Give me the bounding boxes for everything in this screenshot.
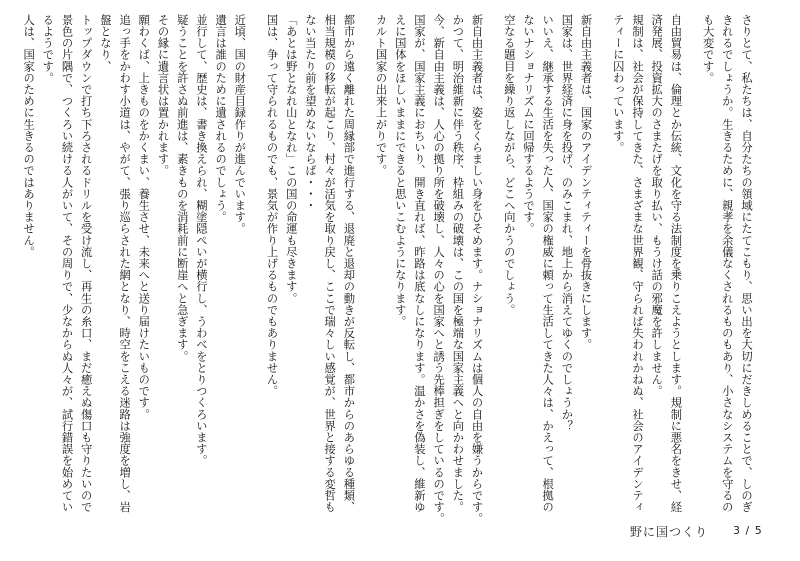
text-line: かつて、明治維新に伴う秩序、枠組みの破壊は、この国を極端な国家主義へと向かわせました。 <box>451 14 465 513</box>
text-line: 追っ手をかわす小道は、やがて、張り巡らされた網となり、時空をこえる迷路は強度を増し、岩 <box>118 14 132 513</box>
text-line: 人は、国家のために生きるのではありません。 <box>22 14 36 258</box>
text-line: 並行して、歴史は、書き換えられ、糊塗隠ぺいが横行し、うわべをとりつくろいます。 <box>194 14 208 467</box>
text-line: 都市から遠く離れた周縁部で進行する、退廃と退却の動きが反転し、都市からのあらゆる種類、 <box>342 14 356 513</box>
paragraph-gap <box>487 14 500 15</box>
page-number: 3 / 5 <box>733 524 763 537</box>
text-line: カルト国家の出来上がりです。 <box>374 14 388 177</box>
text-line: トップダウンで打ち下ろされるドリルを受け流し、再生の糸口、まだ癒えぬ傷口も守りたいので <box>79 14 93 513</box>
paragraph-gap <box>249 14 262 15</box>
text-line: 今、新自由主義は、人心の拠り所を破壊し、人々の心を国家へと誘う先棒担ぎをしているのです。 <box>432 14 446 525</box>
text-line: ないナショナリズムに回帰するようです。 <box>521 14 535 235</box>
text-line: 近頃、国の財産目録作りが進んでいます。 <box>233 14 247 235</box>
text-line: 新自由主義者は、姿をくらましい身をひそめます。ナショナリズムは個人の自由を嫌うからです。 <box>470 14 484 525</box>
text-line: その縁に遺言状は置かれます。 <box>156 14 170 177</box>
text-line: 規制は、社会が保持してきた、さまざまな世界観、守られば失われかねぬ、社会のアイデンティ <box>630 14 644 513</box>
text-line: 願わくば、上きものをかくまい、養生させ、未来へと送り届けたいものです。 <box>137 14 151 420</box>
text-line: 済発展、投資拡大のさまたげを取り払い、もうけ話の邪魔を許しません。 <box>650 14 664 397</box>
text-line: 新自由主義者は、国家のアイデンティティーを骨抜きにします。 <box>579 14 593 351</box>
text-line: 自由貿易は、倫理とか伝統、文化を守る法制度を乗りこえようとします。規制に悪名をきせ、経 <box>669 14 683 513</box>
paragraph-gap <box>685 14 698 15</box>
text-line: 「あとは野となれ山となれ」この国の命運も尽きます。 <box>284 14 298 304</box>
vertical-text-body <box>19 14 756 525</box>
text-line: 疑うことを許さぬ前進は、素きものを消耗前に断崖へと急ぎます。 <box>175 14 189 362</box>
text-line: さりとて、私たちは、自分たちの領域にたてこもり、思い出を大切にだきしめることで、しのぎ <box>740 14 753 513</box>
text-line: いいえ、継承する生活を失った人、国家の権威に頼って生活してきた人々は、かえって、根拠の <box>541 14 555 513</box>
text-line: きれるでしょうか。生きるために、親孝を余儀なくされるものもあり、小さなシステムを守るの <box>720 14 734 513</box>
text-line: 遺言は誰のために遺されるのでしょう。 <box>214 14 228 223</box>
text-line: ない当たり前を望めないならば・・・ <box>303 14 317 212</box>
text-line: 空なる題目を繰り返しながら、どこへ向かうのでしょう。 <box>502 14 516 316</box>
text-line: るようです。 <box>41 14 55 84</box>
paragraph-gap <box>358 14 371 15</box>
text-line: 国は、争って守られるものでも、景気が作り上げるものでもありません。 <box>265 14 279 397</box>
text-line: 相当規模の移転が起こり、村々が活気を取り戻し、ここで瑞々しい感覚が、世界と接する変哲も <box>323 14 337 513</box>
text-line: も大変です。 <box>701 14 715 84</box>
text-line: 国家は、世界経済に身を投げ、のみこまれ、地上から消えてゆくのでしょうか？ <box>560 14 574 432</box>
document-title: 野に国つくり <box>630 525 709 539</box>
text-line: 景色の片隅で、つくろい続ける人がいて、その周りで、少なからぬ人々が、試行錯誤を始めてい <box>60 14 74 513</box>
text-line: 国家が、国家主義におちいり、開き直れば、昨路は底なしになります。温かさを偽装し、維新ゆ <box>412 14 426 513</box>
paragraph-gap <box>596 14 609 15</box>
text-line: えに国体をほしいままにできると思いこむようになります。 <box>393 14 407 328</box>
text-line: ティーに囚わっています。 <box>611 14 625 154</box>
text-line: 盤となり、 <box>98 14 112 72</box>
